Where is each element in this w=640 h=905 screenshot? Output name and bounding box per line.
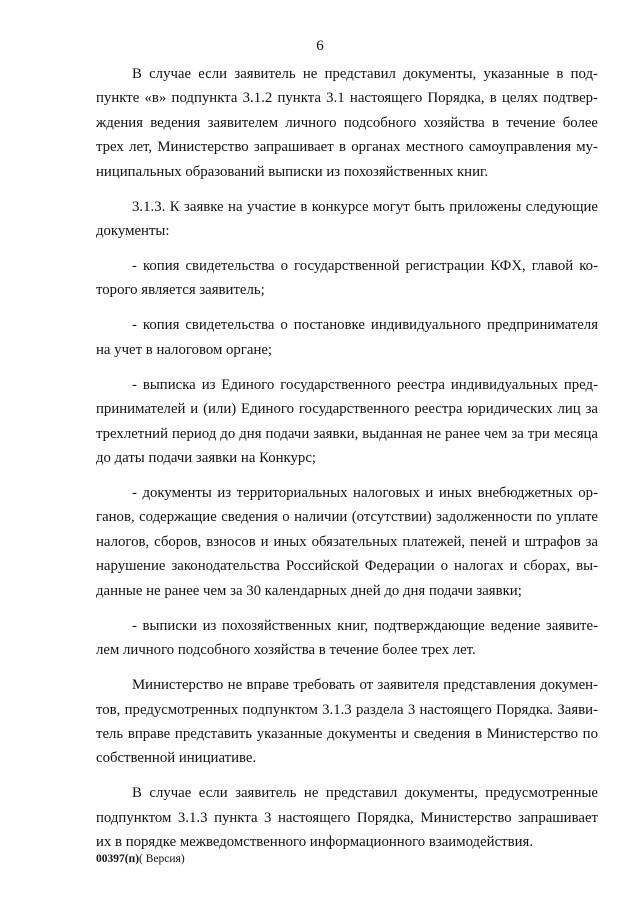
list-item-registry-extract bbox=[96, 373, 598, 471]
document-body bbox=[96, 62, 598, 865]
text-line: - выписки из похозяйственных книг, подтверждающие ведение заявите- bbox=[132, 617, 598, 634]
text-line: - выписка из Единого государственного реестра индивидуальных пред- bbox=[132, 376, 598, 393]
text-line: подпунктом 3.1.3 пункта 3 настоящего Порядка, Министерство запрашивает bbox=[96, 809, 598, 826]
text-line: - документы из территориальных налоговых и иных внебюджетных ор- bbox=[132, 485, 598, 502]
paragraph-missing-documents-request bbox=[96, 62, 598, 184]
text-line: ганов, содержащие сведения о наличии (отсутствии) задолженности по уплате bbox=[96, 509, 598, 526]
text-line: ждения ведения заявителем личного подсобного хозяйства в течение более bbox=[96, 114, 598, 131]
text-line: 3.1.3. К заявке на участие в конкурсе могут быть приложены следующие bbox=[132, 198, 598, 215]
text-line: на учет в налоговом органе; bbox=[96, 341, 273, 358]
text-line: трехлетний период до дня подачи заявки, выданная не ранее чем за три месяца bbox=[96, 425, 598, 442]
text-line: нарушение законодательства Российской Федерации о налогах и сборах, вы- bbox=[96, 558, 598, 575]
document-version: ( Версия) bbox=[139, 853, 185, 865]
text-line: собственной инициативе. bbox=[96, 750, 257, 767]
text-line: их в порядке межведомственного информационного взаимодействия. bbox=[96, 834, 534, 851]
page-number: 6 bbox=[316, 38, 324, 54]
text-line: тов, предусмотренных подпунктом 3.1.3 раздела 3 настоящего Порядка. Заяви- bbox=[96, 701, 598, 718]
list-item-household-book-extracts bbox=[96, 614, 598, 663]
text-line: Министерство не вправе требовать от заявителя представления докумен- bbox=[132, 677, 598, 694]
paragraph-section-3-1-3 bbox=[96, 195, 598, 244]
text-line: данные не ранее чем за 30 календарных дней до дня подачи заявки; bbox=[96, 582, 522, 599]
paragraph-ministry-restriction bbox=[96, 673, 598, 771]
text-line: до даты подачи заявки на Конкурс; bbox=[96, 450, 317, 467]
text-line: налогов, сборов, взносов и иных обязательных платежей, пеней и штрафов за bbox=[96, 533, 598, 550]
list-item-kfh-certificate bbox=[96, 254, 598, 303]
list-item-tax-registration bbox=[96, 313, 598, 362]
text-line: тель вправе представить указанные документы и сведения в Министерство по bbox=[96, 725, 598, 742]
paragraph-interagency-request bbox=[96, 781, 598, 854]
list-item-tax-debt-documents bbox=[96, 481, 598, 603]
text-line: В случае если заявитель не представил документы, указанные в под- bbox=[132, 66, 598, 82]
text-line: - копия свидетельства о государственной регистрации КФХ, главой ко- bbox=[132, 258, 598, 275]
text-line: трех лет, Министерство запрашивает в органах местного самоуправления му- bbox=[96, 139, 598, 156]
text-line: торого является заявитель; bbox=[96, 282, 265, 299]
text-line: документы: bbox=[96, 223, 170, 240]
text-line: пункте «в» подпункта 3.1.2 пункта 3.1 настоящего Порядка, в целях подтвер- bbox=[96, 90, 598, 107]
text-line: ниципальных образований выписки из похозяйственных книг. bbox=[96, 163, 489, 180]
text-line: принимателей и (или) Единого государственного реестра юридических лиц за bbox=[96, 401, 598, 418]
document-footer bbox=[96, 853, 185, 865]
text-line: - копия свидетельства о постановке индивидуального предпринимателя bbox=[132, 317, 598, 334]
document-code: 00397(п) bbox=[96, 853, 140, 865]
text-line: В случае если заявитель не представил документы, предусмотренные bbox=[132, 785, 598, 802]
text-line: лем личного подсобного хозяйства в течение более трех лет. bbox=[96, 642, 476, 659]
